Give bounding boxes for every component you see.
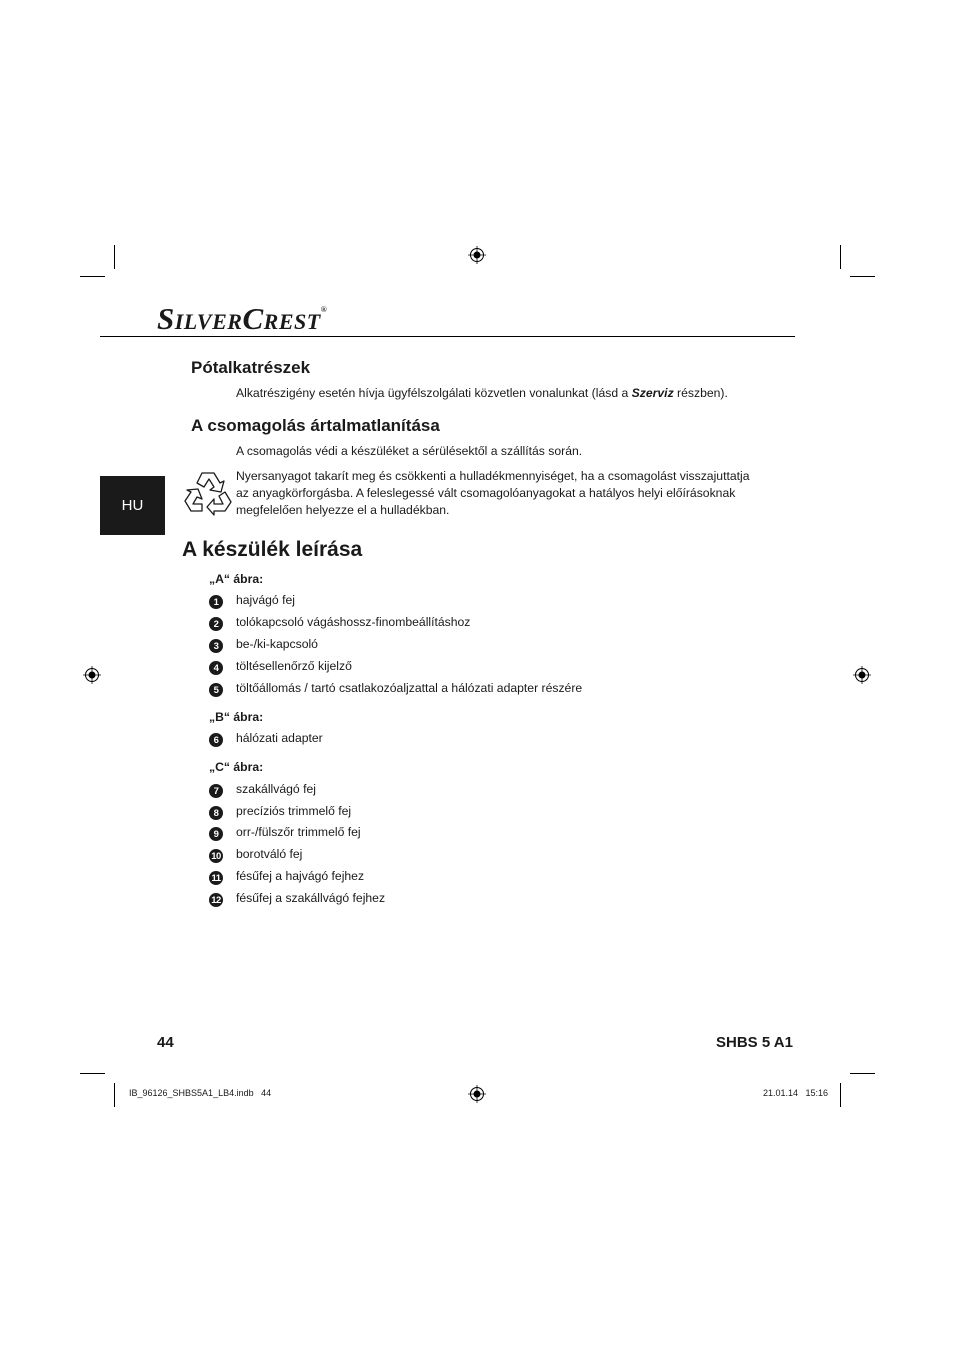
item-text: tolókapcsoló vágáshossz-finombeállításhoz [236,615,471,629]
list-item [209,615,471,632]
disposal-line: megfelelően helyezze el a hulladékban. [236,503,450,517]
service-reference: Szerviz [631,386,674,400]
file-name: IB_96126_SHBS5A1_LB4.indb 44 [129,1088,272,1098]
item-number: 11 [209,871,223,885]
crop-mark [114,1083,115,1107]
figure-a-label: „A“ ábra: [209,572,264,586]
description-heading: A készülék leírása [182,538,363,561]
list-item [209,593,295,610]
list-item [209,847,303,864]
item-number: 6 [209,733,223,747]
print-timestamp: 21.01.14 15:16 [763,1088,829,1098]
item-number: 10 [209,849,223,863]
item-number: 1 [209,595,223,609]
item-text: be-/ki-kapcsoló [236,637,318,651]
crop-mark [840,245,841,269]
disposal-intro: A csomagolás védi a készüléket a sérülésektől a szállítás során. [236,444,583,458]
item-number: 2 [209,617,223,631]
disposal-heading: A csomagolás ártalmatlanítása [191,416,440,435]
language-tab: HU [100,476,165,535]
item-text: szakállvágó fej [236,782,316,796]
list-item [209,659,352,676]
list-item [209,681,583,698]
item-text: orr-/fülszőr trimmelő fej [236,825,361,839]
list-item [209,782,316,799]
item-text: hálózati adapter [236,731,323,745]
item-text: töltésellenőrző kijelző [236,659,352,673]
item-number: 3 [209,639,223,653]
list-item [209,637,318,654]
registration-mark-icon [853,666,871,684]
spare-parts-heading: Pótalkatrészek [191,358,311,377]
crop-mark [80,1073,105,1074]
item-text: precíziós trimmelő fej [236,804,352,818]
crop-mark [840,1083,841,1107]
list-item [209,804,352,821]
list-item [209,825,361,842]
item-text: hajvágó fej [236,593,295,607]
item-text: fésűfej a szakállvágó fejhez [236,891,386,905]
registration-mark-icon [468,1085,486,1103]
page-number: 44 [157,1034,174,1051]
model-number: SHBS 5 A1 [716,1034,793,1051]
list-item [209,869,365,886]
item-number: 9 [209,827,223,841]
list-item [209,891,386,908]
figure-b-label: „B“ ábra: [209,710,264,724]
item-number: 12 [209,893,223,907]
item-number: 7 [209,784,223,798]
item-number: 8 [209,806,223,820]
crop-mark [850,276,875,277]
item-number: 5 [209,683,223,697]
item-number: 4 [209,661,223,675]
item-text: fésűfej a hajvágó fejhez [236,869,365,883]
disposal-line: Nyersanyagot takarít meg és csökkenti a hulladékmennyiséget, ha a csomagolást visszajuttatja [236,469,750,483]
recycling-icon [183,468,233,518]
item-text: borotváló fej [236,847,303,861]
crop-mark [80,276,105,277]
spare-parts-text: Alkatrészigény esetén hívja ügyfélszolgálati közvetlen vonalunkat (lásd a Szerviz részben). [236,386,728,400]
item-text: töltőállomás / tartó csatlakozóaljzattal a hálózati adapter részére [236,681,583,695]
list-item [209,731,323,748]
disposal-line: az anyagkörforgásba. A feleslegessé vált csomagolóanyagokat a hatályos helyi előírásoknak [236,486,736,500]
registration-mark-icon [83,666,101,684]
registration-mark-icon [468,246,486,264]
crop-mark [850,1073,875,1074]
header-rule [100,336,795,337]
silvercrest-logo: SILVERCREST® [157,301,328,336]
disposal-paragraph [236,468,750,519]
crop-mark [114,245,115,269]
figure-c-label: „C“ ábra: [209,760,264,774]
